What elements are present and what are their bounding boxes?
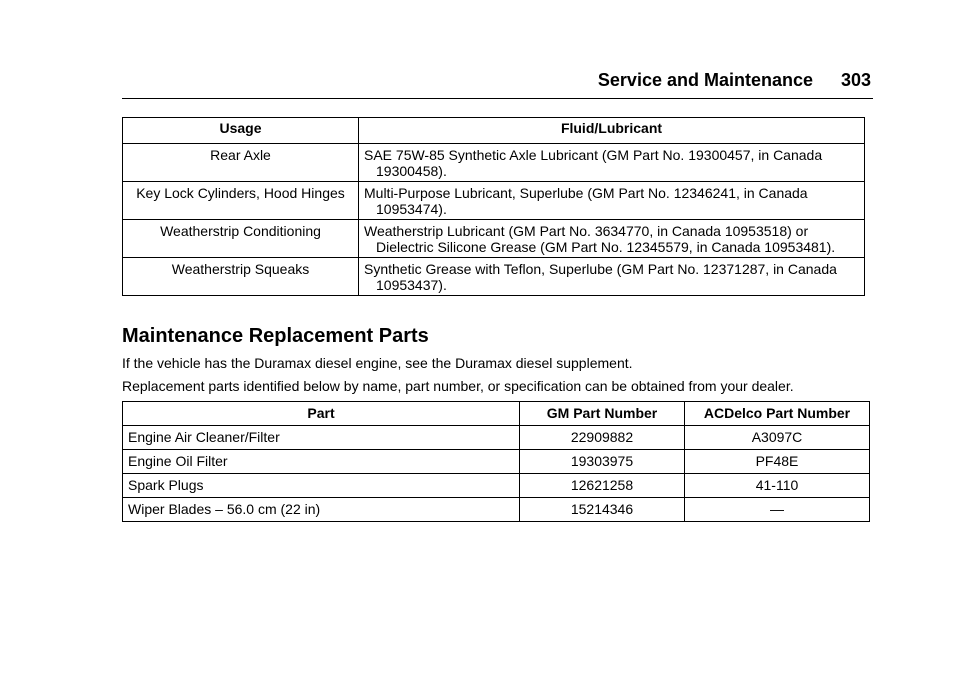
dealer-note-paragraph: Replacement parts identified below by name, part number, or specification can be obtained from your dealer. <box>122 378 794 394</box>
table-row <box>123 182 865 220</box>
table-row <box>123 426 870 450</box>
table-header-row <box>123 118 865 144</box>
usage-cell: Key Lock Cylinders, Hood Hinges <box>123 182 359 220</box>
part-name-cell: Engine Air Cleaner/Filter <box>123 426 520 450</box>
column-header-part: Part <box>123 402 520 426</box>
table-row <box>123 474 870 498</box>
page-number: 303 <box>840 70 871 90</box>
gm-part-number-cell: 12621258 <box>520 474 685 498</box>
fluid-cell: SAE 75W-85 Synthetic Axle Lubricant (GM Part No. 19300457, in Canada 19300458). <box>359 144 865 182</box>
column-header-acdelco-part-number: ACDelco Part Number <box>685 402 870 426</box>
gm-part-number-cell: 22909882 <box>520 426 685 450</box>
table-row <box>123 258 865 296</box>
fluid-cell: Synthetic Grease with Teflon, Superlube (GM Part No. 12371287, in Canada 10953437). <box>359 258 865 296</box>
column-header-fluid: Fluid/Lubricant <box>359 118 865 144</box>
table-header-row <box>123 402 870 426</box>
gm-part-number-cell: 15214346 <box>520 498 685 522</box>
page-header <box>122 68 873 99</box>
usage-cell: Weatherstrip Squeaks <box>123 258 359 296</box>
table-row <box>123 144 865 182</box>
column-header-usage: Usage <box>123 118 359 144</box>
acdelco-part-number-cell: A3097C <box>685 426 870 450</box>
part-name-cell: Engine Oil Filter <box>123 450 520 474</box>
table-row <box>123 450 870 474</box>
column-header-gm-part-number: GM Part Number <box>520 402 685 426</box>
acdelco-part-number-cell: PF48E <box>685 450 870 474</box>
fluid-cell: Weatherstrip Lubricant (GM Part No. 3634770, in Canada 10953518) or Dielectric Silicone Grease (GM Part No. 12345579, in Canada 10953481). <box>359 220 865 258</box>
part-name-cell: Spark Plugs <box>123 474 520 498</box>
part-name-cell: Wiper Blades – 56.0 cm (22 in) <box>123 498 520 522</box>
lubricant-table <box>122 117 865 296</box>
section-heading: Maintenance Replacement Parts <box>122 325 429 347</box>
parts-table <box>122 401 870 522</box>
acdelco-part-number-cell: — <box>685 498 870 522</box>
section-title: Service and Maintenance <box>597 70 813 90</box>
usage-cell: Weatherstrip Conditioning <box>123 220 359 258</box>
fluid-cell: Multi-Purpose Lubricant, Superlube (GM Part No. 12346241, in Canada 10953474). <box>359 182 865 220</box>
gm-part-number-cell: 19303975 <box>520 450 685 474</box>
usage-cell: Rear Axle <box>123 144 359 182</box>
table-row <box>123 498 870 522</box>
table-row <box>123 220 865 258</box>
diesel-note-paragraph: If the vehicle has the Duramax diesel engine, see the Duramax diesel supplement. <box>122 355 633 371</box>
acdelco-part-number-cell: 41-110 <box>685 474 870 498</box>
